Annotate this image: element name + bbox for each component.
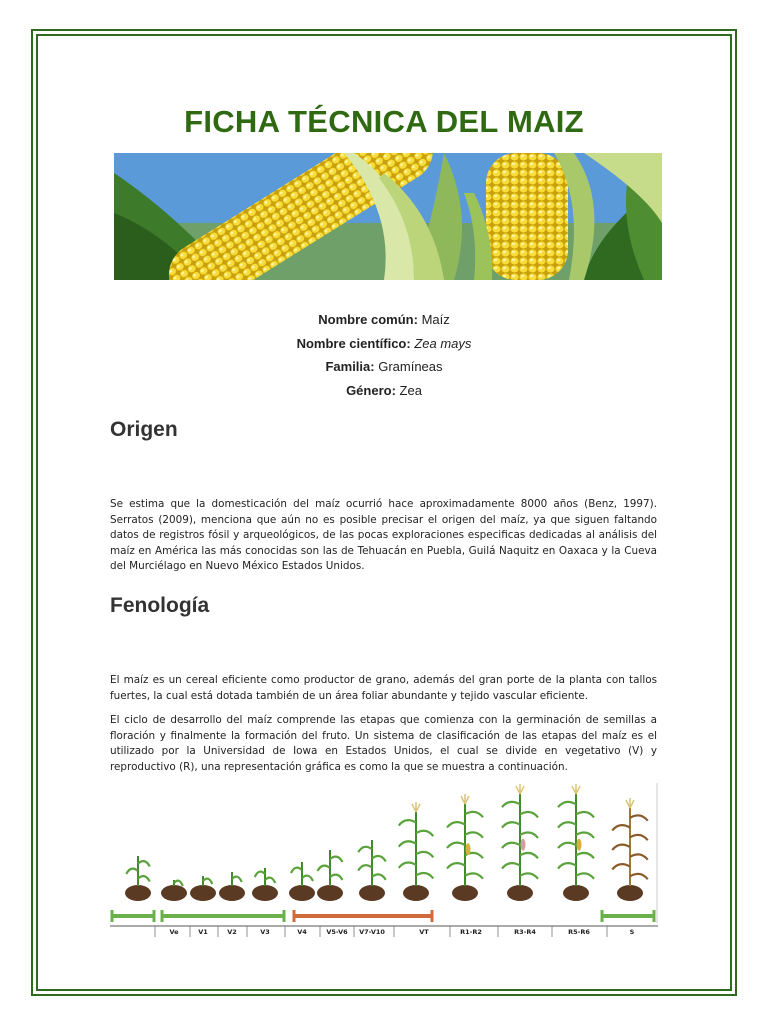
stage-label-s: S — [629, 928, 635, 936]
phenology-paragraph-1: El maíz es un cereal eficiente como productor de grano, además del gran porte de la planta con tallos fuertes, la cual está dotada también de un área foliar abundante y tejido vascular eficiente. — [110, 674, 657, 702]
genus-value: Zea — [399, 382, 422, 398]
plant-4 — [252, 868, 278, 901]
phase-bar-green-2 — [162, 910, 284, 922]
stage-label-v1: V1 — [198, 928, 208, 936]
corn-banner-image — [114, 153, 662, 280]
stage-label-v4: V4 — [297, 928, 307, 936]
growth-stages-diagram — [110, 783, 658, 938]
genus-row — [0, 381, 768, 405]
stage-label-v2: V2 — [227, 928, 237, 936]
scientific-name-label: Nombre científico: — [296, 335, 411, 351]
stage-label-vt: VT — [419, 928, 429, 936]
plant-9 — [447, 794, 483, 901]
corn-illustration — [114, 153, 662, 280]
scientific-name-value: Zea mays — [414, 335, 472, 351]
genus-label: Género: — [346, 382, 396, 398]
plant-11 — [558, 784, 594, 901]
plant-5 — [289, 862, 315, 901]
common-name-row — [0, 310, 768, 334]
family-row — [0, 357, 768, 381]
plant-1 — [161, 880, 187, 901]
stage-label-v5-v6: V5-V6 — [326, 928, 348, 936]
scientific-name-row — [0, 334, 768, 358]
phenology-paragraph-2: El ciclo de desarrollo del maíz comprende las etapas que comienza con la germinación de semillas a floración y finalmente la formación del fruto. Un sistema de clasificación de las etapas del maíz es el utilizado por la Universidad de Iowa en Estados Unidos, el cual se divide en vegetativo (V) y reproductivo (R), una representación gráfica es como la que se muestra a continuación. — [110, 714, 657, 773]
phenology-heading: Fenología — [110, 594, 210, 617]
phase-bar-green-1 — [112, 910, 154, 922]
page-title: FICHA TÉCNICA DEL MAIZ — [184, 104, 584, 139]
phase-bar-orange — [294, 910, 432, 922]
plant-8 — [399, 802, 434, 901]
family-value: Gramíneas — [378, 359, 443, 374]
plant-7 — [358, 840, 386, 901]
stage-label-r1-r2: R1-R2 — [460, 928, 482, 936]
common-name-value: Maíz — [421, 312, 450, 327]
growth-stages-figure — [110, 783, 658, 938]
plant-2 — [190, 876, 216, 901]
species-info — [0, 310, 768, 404]
stage-label-r3-r4: R3-R4 — [514, 928, 536, 936]
phase-bar-green-3 — [602, 910, 654, 922]
stage-label-v3: V3 — [260, 928, 270, 936]
family-label: Familia: — [325, 359, 375, 374]
plant-10 — [502, 784, 538, 901]
plant-0 — [125, 856, 151, 901]
stage-label-v7-v10: V7-V10 — [359, 928, 385, 936]
plant-3 — [219, 872, 245, 901]
origin-heading: Origen — [110, 418, 178, 441]
stage-label-ve: Ve — [169, 928, 179, 936]
stage-label-r5-r6: R5-R6 — [568, 928, 590, 936]
plant-6 — [317, 850, 343, 901]
origin-paragraph: Se estima que la domesticación del maíz ocurrió hace aproximadamente 8000 años (Benz, 1997). Serratos (2009), menciona que aún no es posible precisar el origen del maíz, ya que siguen faltando datos de registros fósil y arqueológicos, de las pocas exploraciones especificas dedicadas al análisis del maíz en América las más conocidas son las de Tehuacán en Puebla, Guilá Naquitz en Oaxaca y la Cueva del Murciélago en Nuevo México Estados Unidos. — [110, 498, 657, 573]
common-name-label: Nombre común: — [318, 312, 418, 327]
plant-12 — [612, 798, 648, 901]
